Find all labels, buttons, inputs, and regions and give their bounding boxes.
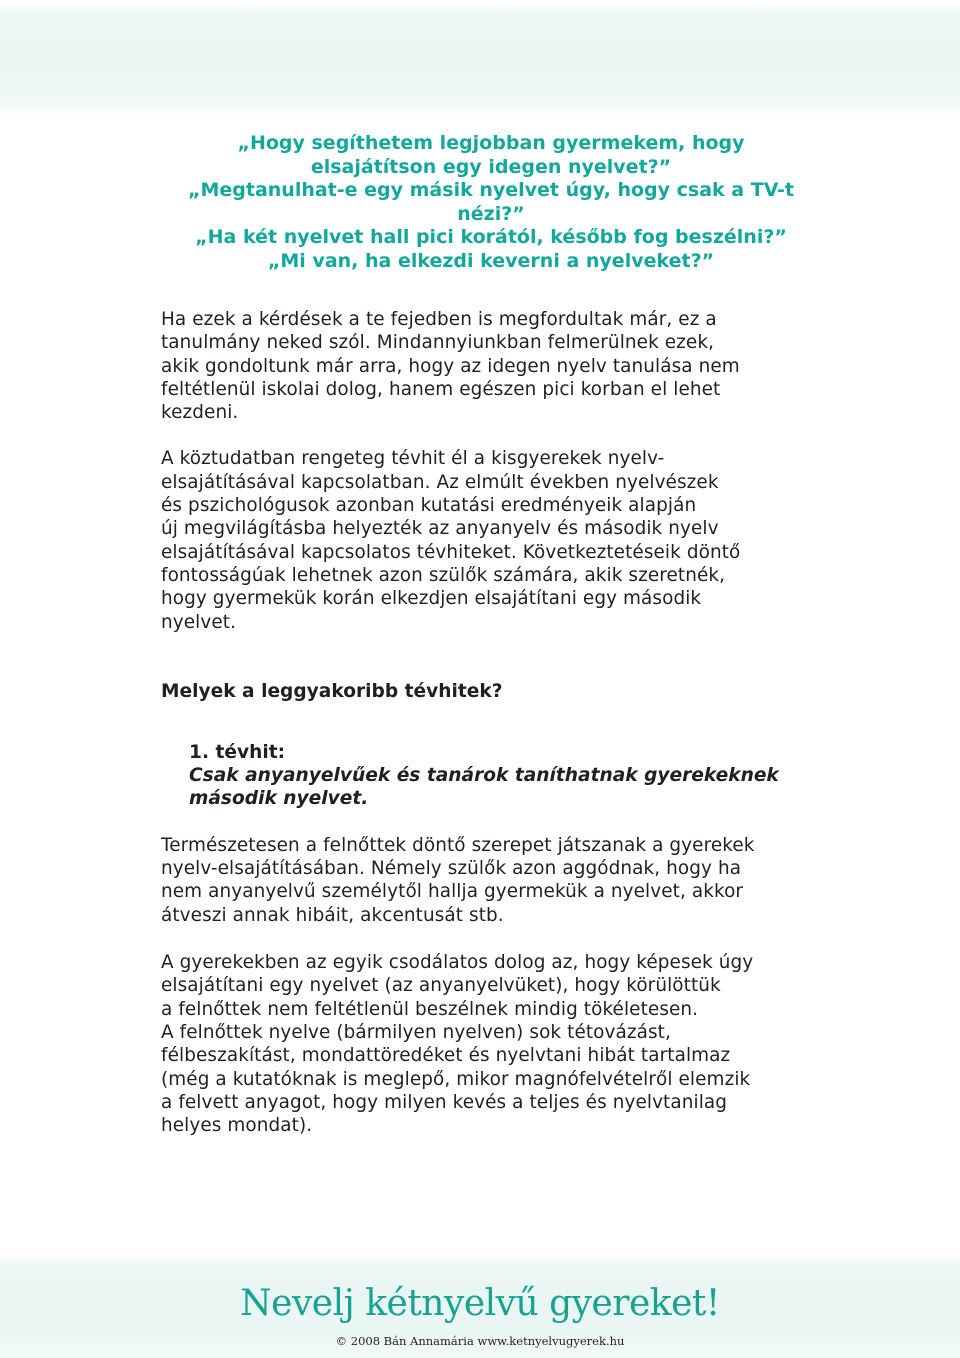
text-line: helyes mondat). [161,1115,313,1137]
text-line: A gyerekekben az egyik csodálatos dolog az, hogy képesek úgy [161,952,754,974]
body-paragraph-3 [161,834,811,927]
footer-copyright: © 2008 Bán Annamária www.ketnyelvugyerek.hu [335,1334,625,1348]
question-line: elsajátítson egy idegen nyelvet?” [310,155,672,178]
intro-questions [161,132,811,273]
text-line: a felnőttek nem feltétlenül beszélnek mindig tökéletesen. [161,998,699,1020]
text-line: kezdeni. [161,402,239,424]
intro-paragraph-1 [161,308,811,424]
text-line: feltétlenül iskolai dolog, hanem egészen pici korban el lehet [161,378,721,400]
text-line: elsajátítani egy nyelvet (az anyanyelvüket), hogy körülöttük [161,975,721,997]
intro-paragraph-2 [161,447,811,633]
text-line: A felnőttek nyelve (bármilyen nyelven) sok tétovázást, [161,1021,671,1043]
text-line: akik gondoltunk már arra, hogy az idegen nyelv tanulása nem [161,355,740,377]
question-line: „Mi van, ha elkezdi keverni a nyelveket?” [267,249,715,272]
myth-statement [189,764,811,810]
text-line: nyelv-elsajátításában. Némely szülők azon aggódnak, hogy ha [161,858,742,880]
text-line: második nyelvet. [189,787,369,809]
text-line: nem anyanyelvű személytől hallja gyermekük a nyelvet, akkor [161,881,744,903]
text-line: elsajátításával kapcsolatban. Az elmúlt években nyelvészek [161,471,719,493]
header-band [0,0,960,120]
document-content [161,132,811,1137]
question-line: „Ha két nyelvet hall pici korától, később fog beszélni?” [195,226,787,248]
text-line: hogy gyermekük korán elkezdjen elsajátítani egy második [161,588,702,610]
section-heading: Melyek a leggyakoribb tévhitek? [161,680,503,702]
text-line: és pszichológusok azonban kutatási eredményeik alapján [161,495,697,517]
text-line: Csak anyanyelvűek és tanárok taníthatnak gyerekeknek [189,764,779,786]
question-line: „Megtanulhat-e egy másik nyelvet úgy, hogy csak a TV-t [187,179,794,201]
text-line: Ha ezek a kérdések a te fejedben is megfordultak már, ez a [161,309,717,330]
text-line: a felvett anyagot, hogy milyen kevés a teljes és nyelvtanilag [161,1091,728,1113]
text-line: tanulmány neked szól. Mindannyiunkban felmerülnek ezek, [161,332,715,354]
myth-number: 1. tévhit: [189,741,286,763]
text-line: fontosságúak lehetnek azon szülők számára, akik szeretnék, [161,564,726,586]
text-line: (még a kutatóknak is meglepő, mikor magnófelvételről elemzik [161,1068,751,1090]
text-line: A köztudatban rengeteg tévhit él a kisgyerekek nyelv- [161,448,665,470]
question-line: nézi?” [457,202,525,225]
text-line: Természetesen a felnőttek döntő szerepet játszanak a gyerekek [161,834,755,856]
text-line: új megvilágításba helyezték az anyanyelv és második nyelv [161,518,719,540]
text-line: elsajátításával kapcsolatos tévhiteket. Következtetéseik döntő [161,541,741,563]
myth-1 [189,741,811,810]
text-line: nyelvet. [161,611,237,633]
body-paragraph-4 [161,951,811,1137]
question-line: „Hogy segíthetem legjobban gyermekem, hogy [237,132,745,154]
footer-brand: Nevelj kétnyelvű gyereket! [240,1283,720,1324]
text-line: félbeszakítást, mondattöredéket és nyelvtani hibát tartalmaz [161,1045,731,1067]
text-line: átveszi annak hibáit, akcentusát stb. [161,904,504,926]
